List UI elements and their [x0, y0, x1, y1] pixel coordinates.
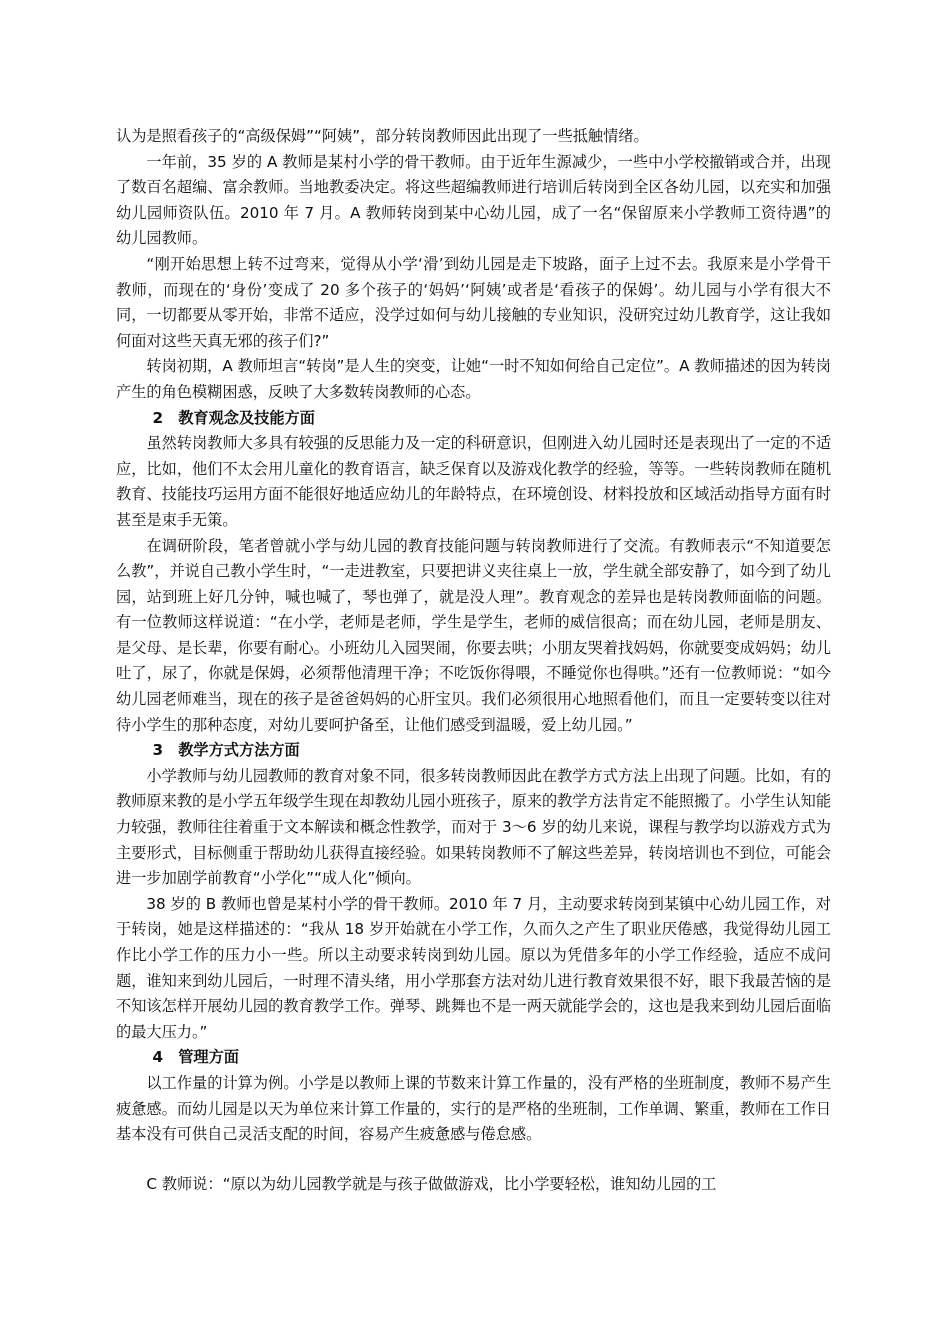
paragraph: 虽然转岗教师大多具有较强的反思能力及一定的科研意识，但刚进入幼儿园时还是表现出了一定的不适应，比如，他们不太会用儿童化的教育语言，缺乏保育以及游戏化教学的经验，等等。一些转岗教师在随机教育、技能技巧运用方面不能很好地适应幼儿的年龄特点，在环境创设、材料投放和区域活动指导方面有时甚至是束手无策。	[116, 434, 831, 529]
paragraph: 认为是照看孩子的“高级保姆”“阿姨”，部分转岗教师因此出现了一些抵触情绪。	[116, 127, 649, 145]
paragraph: 转岗初期，A 教师坦言“转岗”是人生的突变，让她“一时不知如何给自己定位”。A 教师描述的因为转岗产生的角色模糊困惑，反映了大多数转岗教师的心态。	[116, 357, 831, 401]
paragraph: C 教师说：“原以为幼儿园教学就是与孩子做做游戏，比小学要轻松，谁知幼儿园的工	[146, 1174, 717, 1193]
paragraph: 小学教师与幼儿园教师的教育对象不同，很多转岗教师因此在教学方式方法上出现了问题。比如，有的教师原来教的是小学五年级学生现在却教幼儿园小班孩子，原来的教学方法肯定不能照搬了。小学生认知能力较强，教师往往着重于文本解读和概念性教学，而对于 3～6 岁的幼儿来说，课程与教学均以游戏方式为主要形式，目标侧重于帮助幼儿获得直接经验。如果转岗教师不了解这些差异，转岗培训也不到位，可能会进一步加剧学前教育“小学化”“成人化”倾向。	[116, 766, 831, 888]
paragraph-spacer	[116, 1148, 831, 1172]
paragraph: 一年前，35 岁的 A 教师是某村小学的骨干教师。由于近年生源减少，一些中小学校撤销或合并，出现了数百名超编、富余教师。当地教委决定。将这些超编教师进行培训后转岗到全区各幼儿园，以充实和加强幼儿园师资队伍。2010 年 7 月。A 教师转岗到某中心幼儿园，成了一名“保留原来小学教师工资待遇”的幼儿园教师。	[116, 152, 831, 248]
paragraph: “刚开始思想上转不过弯来，觉得从小学‘滑’到幼儿园是走下坡路，面子上过不去。我原来是小学骨干教师，而现在的‘身份’变成了 20 多个孩子的‘妈妈’‘阿姨’或者是‘看孩子的保姆’。幼儿园与小学有很大不同，一切都要从零开始，非常不适应，没学过如何与幼儿接触的专业知识，没研究过幼儿教育学，这让我如何面对这些天真无邪的孩子们?”	[116, 254, 831, 350]
paragraph: 38 岁的 B 教师也曾是某村小学的骨干教师。2010 年 7 月，主动要求转岗到某镇中心幼儿园工作，对于转岗，她是这样描述的：“我从 18 岁开始就在小学工作，久而久之产生了职业厌倦感，我觉得幼儿园工作比小学工作的压力小一些。所以主动要求转岗到幼儿园。原以为凭借多年的小学工作经验，适应不成问题，谁知来到幼儿园后，一时理不清头绪，用小学那套方法对幼儿进行教育效果很不好，眼下我最苦恼的是不知该怎样开展幼儿园的教育教学工作。弹琴、跳舞也不是一两天就能学会的，这也是我来到幼儿园后面临的最大压力。”	[116, 894, 831, 1041]
paragraph: 以工作量的计算为例。小学是以教师上课的节数来计算工作量的，没有严格的坐班制度，教师不易产生疲惫感。而幼儿园是以天为单位来计算工作量的，实行的是严格的坐班制，工作单调、繁重，教师在工作日基本没有可供自己灵活支配的时间，容易产生疲惫感与倦怠感。	[116, 1073, 831, 1144]
section-heading: 4 管理方面	[152, 1048, 239, 1067]
document-body	[116, 124, 831, 1197]
section-heading: 2 教育观念及技能方面	[152, 408, 315, 427]
section-heading: 3 教学方式方法方面	[152, 741, 300, 760]
paragraph: 在调研阶段，笔者曾就小学与幼儿园的教育技能问题与转岗教师进行了交流。有教师表示“不知道要怎么教”，并说自己教小学生时，“一走进教室，只要把讲义夹往桌上一放，学生就全部安静了，如今到了幼儿园，站到班上好几分钟，喊也喊了，琴也弹了，就是没人理”。教育观念的差异也是转岗教师面临的问题。有一位教师这样说道：“在小学，老师是老师，学生是学生，老师的威信很高；而在幼儿园，老师是朋友、是父母、是长辈，你要有耐心。小班幼儿入园哭闹，你要去哄；小朋友哭着找妈妈，你就要变成妈妈；幼儿吐了，尿了，你就是保姆，必须帮他清理干净；不吃饭你得喂，不睡觉你也得哄。”还有一位教师说：“如今幼儿园老师难当，现在的孩子是爸爸妈妈的心肝宝贝。我们必须很用心地照看他们，而且一定要转变以往对待小学生的那种态度，对幼儿要呵护备至，让他们感受到温暖，爱上幼儿园。”	[116, 536, 831, 734]
